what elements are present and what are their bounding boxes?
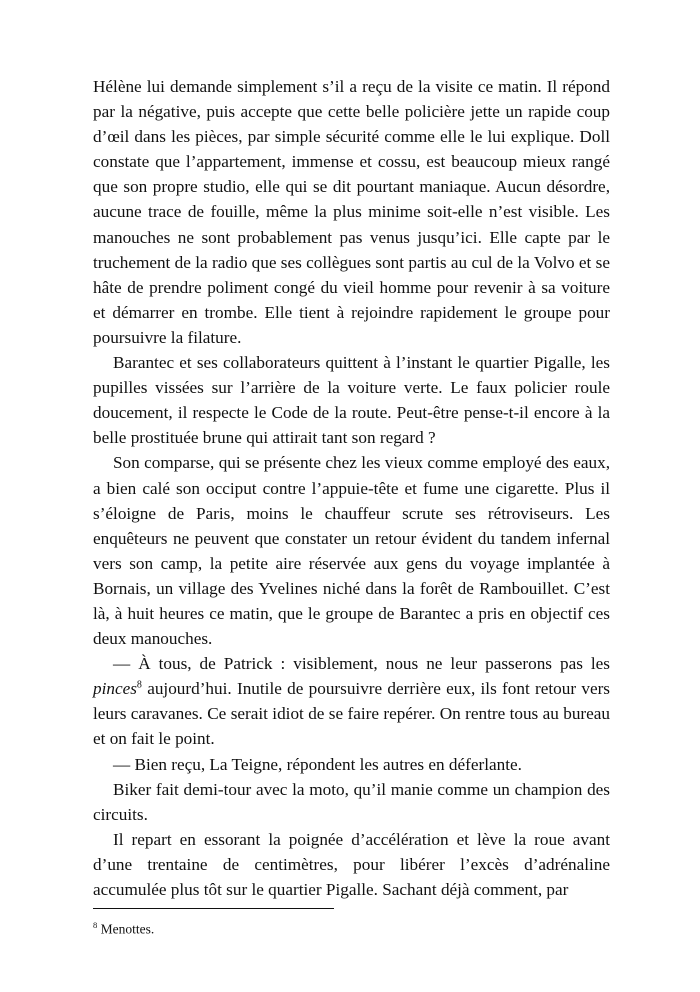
paragraph-2: Barantec et ses collaborateurs quittent à l’instant le quartier Pigalle, les pupilles vissées sur l’arrière de la voiture verte. Le faux policier roule doucement, il respecte le Code de la route. Peut-être pense-t-il encore à la belle prostituée brune qui attirait tant son regard ? [93, 353, 610, 448]
paragraph-7: Il repart en essorant la poignée d’accélération et lève la roue avant d’une trentaine de centimètres, pour libérer l’excès d’adrénaline accumulée plus tôt sur le quartier Pigalle. Sachant déjà comment, par [93, 829, 610, 899]
footnote-number: 8 [93, 920, 98, 930]
footnote [93, 920, 154, 938]
paragraph-4-text-after: aujourd’hui. Inutile de poursuivre derrière eux, ils font retour vers leurs caravanes. Ce serait idiot de se faire repérer. On rentre tous au bureau et on fait le point. [93, 679, 610, 749]
paragraph-4 [93, 651, 610, 751]
footnote-text: Menottes. [100, 921, 155, 937]
footnote-reference[interactable]: 8 [136, 679, 142, 691]
paragraph-3: Son comparse, qui se présente chez les vieux comme employé des eaux, a bien calé son occiput contre l’appuie-tête et fume une cigarette. Plus il s’éloigne de Paris, moins le chauffeur scrute ses rétroviseurs. Les enquêteurs ne peuvent que constater un retour évident du tandem infernal vers son camp, la petite aire réservée aux gens du voyage implantée à Bornais, un village des Yvelines niché dans la forêt de Rambouillet. C’est là, à huit heures ce matin, que le groupe de Barantec a pris en objectif ces deux manouches. [93, 453, 610, 649]
page-body [93, 74, 610, 902]
paragraph-1: Hélène lui demande simplement s’il a reçu de la visite ce matin. Il répond par la négative, puis accepte que cette belle policière jette un rapide coup d’œil dans les pièces, par simple sécurité comme elle le lui explique. Doll constate que l’appartement, immense et cossu, est beaucoup mieux rangé que son propre studio, elle qui se dit pourtant maniaque. Aucun désordre, aucune trace de fouille, même la plus minime soit-elle n’est visible. Les manouches ne sont probablement pas venus jusqu’ici. Elle capte par le truchement de la radio que ses collègues sont partis au cul de la Volvo et se hâte de prendre poliment congé du vieil homme pour revenir à sa voiture et démarrer en trombe. Elle tient à rejoindre rapidement le groupe pour poursuivre la filature. [93, 77, 610, 347]
footnote-divider [93, 908, 334, 909]
paragraph-5: — Bien reçu, La Teigne, répondent les autres en déferlante. [113, 754, 522, 774]
paragraph-6: Biker fait demi-tour avec la moto, qu’il manie comme un champion des circuits. [93, 779, 610, 824]
paragraph-4-text-before: — À tous, de Patrick : visiblement, nous ne leur passerons pas les [113, 654, 610, 674]
italic-word-pinces: pinces [93, 679, 137, 699]
